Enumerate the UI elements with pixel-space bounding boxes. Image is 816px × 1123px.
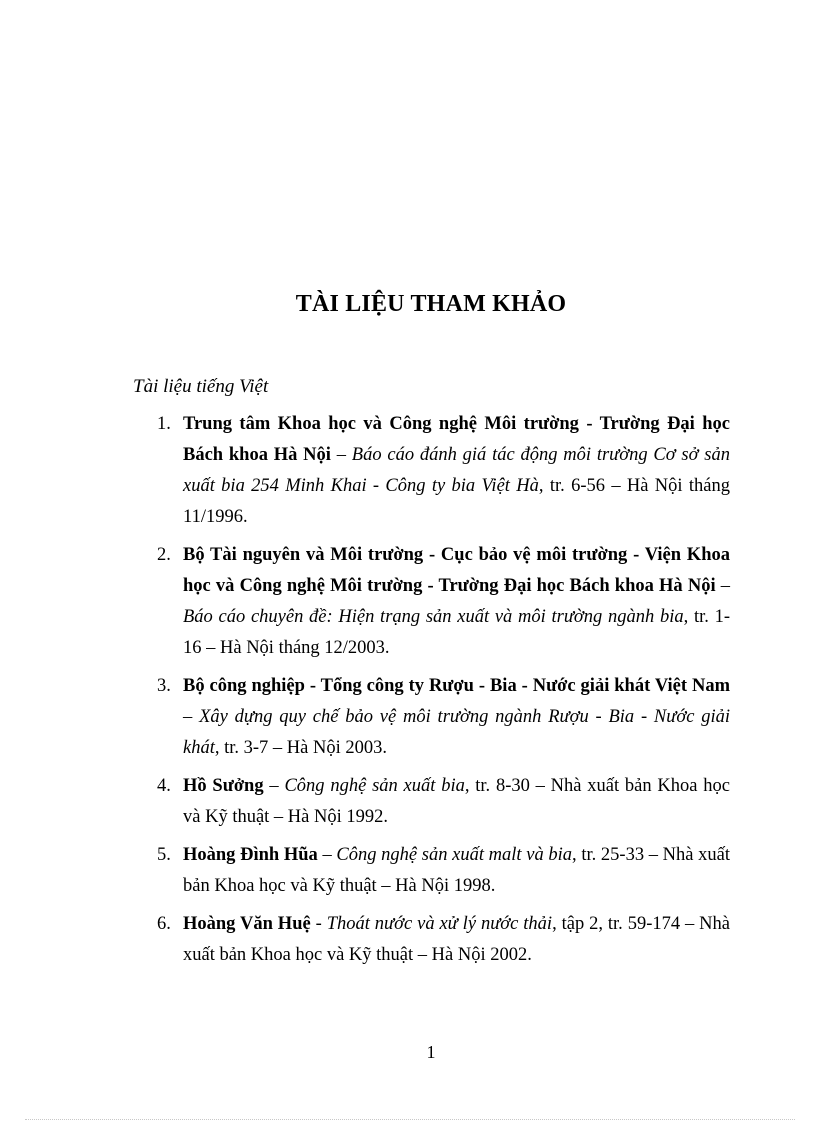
reference-details: , tr. 6-56 – Hà Nội tháng 11/1996. bbox=[183, 476, 730, 527]
reference-details: , tr. 8-30 – Nhà xuất bản Khoa học và Kỹ thuật – Hà Nội 1992. bbox=[183, 776, 731, 827]
reference-item-1 bbox=[157, 409, 730, 533]
reference-item-6 bbox=[157, 909, 730, 971]
reference-number: 6. bbox=[157, 914, 171, 934]
reference-number: 3. bbox=[157, 676, 171, 696]
reference-item-5 bbox=[157, 840, 730, 902]
reference-author: Bộ Tài nguyên và Môi trường - Cục bảo vệ môi trường - Viện Khoa học và Công nghệ Môi trường - Trường Đại học Bách khoa Hà Nội bbox=[183, 545, 730, 596]
reference-separator: – bbox=[330, 445, 352, 465]
reference-item-3 bbox=[157, 671, 730, 764]
reference-item-4 bbox=[157, 771, 730, 833]
reference-author: Hoàng Văn Huệ bbox=[183, 914, 311, 934]
reference-title: Xây dựng quy chế bảo vệ môi trường ngành Rượu - Bia - Nước giải khát bbox=[183, 707, 731, 758]
reference-details: , tr. 25-33 – Nhà xuất bản Khoa học và Kỹ thuật – Hà Nội 1998. bbox=[183, 845, 731, 896]
reference-number: 1. bbox=[157, 414, 171, 434]
page-number: 1 bbox=[426, 1042, 436, 1062]
reference-number: 2. bbox=[157, 545, 171, 565]
reference-number: 5. bbox=[157, 845, 171, 865]
page-title: TÀI LIỆU THAM KHẢO bbox=[295, 291, 567, 317]
reference-separator: – bbox=[263, 776, 285, 796]
reference-list bbox=[157, 409, 730, 978]
reference-separator: – bbox=[317, 845, 337, 865]
reference-author: Bộ công nghiệp - Tổng công ty Rượu - Bia - Nước giải khát Việt Nam bbox=[183, 676, 730, 696]
reference-title: Báo cáo chuyên đề: Hiện trạng sản xuất và môi trường ngành bia bbox=[183, 607, 684, 627]
reference-details: , tr. 3-7 – Hà Nội 2003. bbox=[214, 738, 387, 758]
reference-title: Công nghệ sản xuất bia bbox=[284, 776, 465, 796]
reference-number: 4. bbox=[157, 776, 171, 796]
reference-separator: – bbox=[715, 576, 731, 596]
reference-title: Thoát nước và xử lý nước thải bbox=[326, 914, 553, 934]
reference-title: Báo cáo đánh giá tác động môi trường Cơ sở sản xuất bia 254 Minh Khai - Công ty bia Việt Hà bbox=[183, 445, 730, 496]
reference-details: , tập 2, tr. 59-174 – Nhà xuất bản Khoa học và Kỹ thuật – Hà Nội 2002. bbox=[183, 914, 730, 965]
reference-item-2 bbox=[157, 540, 730, 664]
page-bottom-border bbox=[25, 1119, 795, 1120]
reference-separator: – bbox=[183, 707, 200, 727]
reference-author: Trung tâm Khoa học và Công nghệ Môi trường - Trường Đại học Bách khoa Hà Nội bbox=[183, 414, 730, 465]
reference-details: , tr. 1-16 – Hà Nội tháng 12/2003. bbox=[183, 607, 730, 658]
section-heading: Tài liệu tiếng Việt bbox=[133, 376, 269, 397]
reference-separator: - bbox=[310, 914, 327, 934]
reference-author: Hồ Sưởng bbox=[183, 776, 264, 796]
reference-title: Công nghệ sản xuất malt và bia bbox=[336, 845, 573, 865]
reference-author: Hoàng Đình Hũa bbox=[183, 845, 318, 865]
